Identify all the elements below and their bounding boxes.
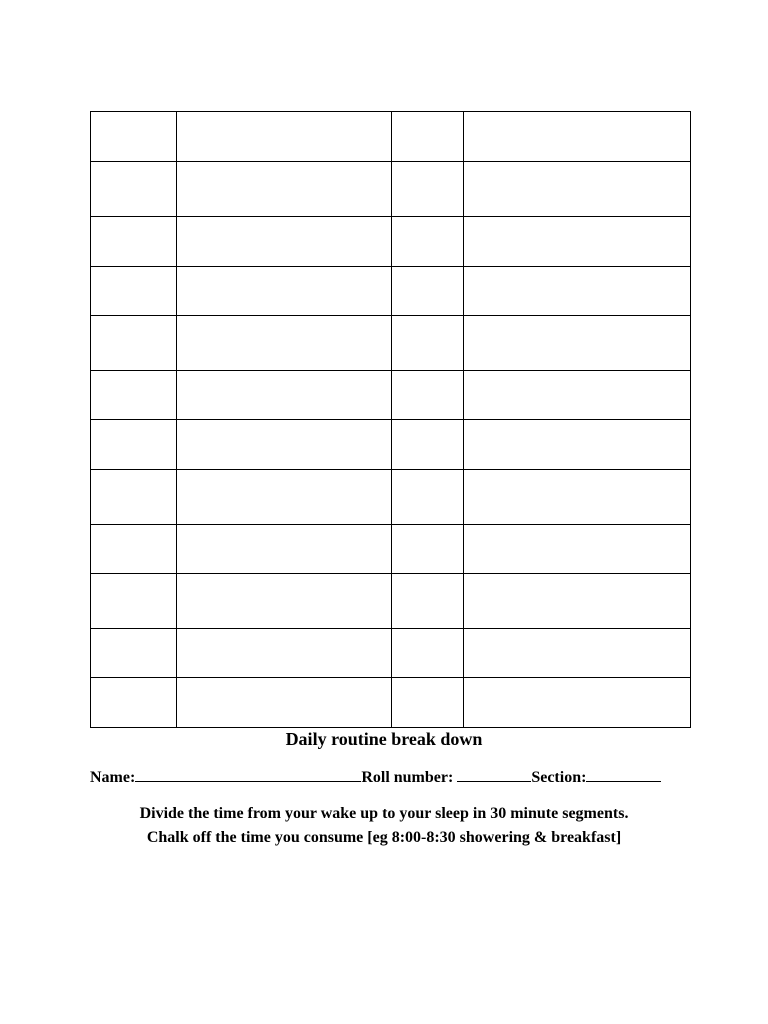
table-row — [91, 420, 691, 470]
table-cell[interactable] — [91, 162, 177, 217]
table-cell[interactable] — [392, 629, 464, 678]
table-caption: Daily routine break down — [285, 729, 483, 749]
table-cell[interactable] — [392, 112, 464, 162]
table-row — [91, 629, 691, 678]
table-cell[interactable] — [91, 371, 177, 420]
table-row — [91, 316, 691, 371]
instruction-line-1: Divide the time from your wake up to your sleep in 30 minute segments. — [139, 805, 629, 822]
table-cell[interactable] — [91, 525, 177, 574]
table-cell[interactable] — [392, 574, 464, 629]
table-cell[interactable] — [177, 217, 392, 267]
table-cell[interactable] — [91, 420, 177, 470]
table-cell[interactable] — [177, 316, 392, 371]
table-cell[interactable] — [91, 470, 177, 525]
table-cell[interactable] — [464, 629, 691, 678]
table-cell[interactable] — [464, 470, 691, 525]
table-cell[interactable] — [464, 316, 691, 371]
table-row — [91, 371, 691, 420]
table-cell[interactable] — [177, 267, 392, 316]
table-cell[interactable] — [392, 162, 464, 217]
table-cell[interactable] — [177, 371, 392, 420]
section-label: Section: — [531, 769, 587, 786]
table-row — [91, 267, 691, 316]
table-cell[interactable] — [177, 470, 392, 525]
table-cell[interactable] — [177, 629, 392, 678]
table-cell[interactable] — [91, 217, 177, 267]
table-cell[interactable] — [464, 420, 691, 470]
table-cell[interactable] — [91, 112, 177, 162]
routine-table-body — [91, 112, 691, 728]
table-cell[interactable] — [177, 525, 392, 574]
table-cell[interactable] — [392, 267, 464, 316]
table-row — [91, 470, 691, 525]
table-cell[interactable] — [392, 470, 464, 525]
table-cell[interactable] — [177, 678, 392, 728]
table-cell[interactable] — [177, 420, 392, 470]
table-cell[interactable] — [464, 267, 691, 316]
roll-number-blank-field[interactable] — [457, 767, 531, 782]
table-cell[interactable] — [464, 217, 691, 267]
table-row — [91, 217, 691, 267]
table-cell[interactable] — [464, 371, 691, 420]
table-cell[interactable] — [91, 678, 177, 728]
table-cell[interactable] — [91, 267, 177, 316]
table-cell[interactable] — [177, 112, 392, 162]
table-cell[interactable] — [177, 162, 392, 217]
table-cell[interactable] — [392, 316, 464, 371]
table-cell[interactable] — [464, 574, 691, 629]
table-cell[interactable] — [392, 525, 464, 574]
section-blank-field[interactable] — [586, 767, 661, 782]
table-row — [91, 525, 691, 574]
table-cell[interactable] — [392, 678, 464, 728]
roll-number-label: Roll number: — [361, 769, 458, 786]
table-cell[interactable] — [91, 574, 177, 629]
name-blank-field[interactable] — [135, 767, 361, 782]
table-cell[interactable] — [464, 678, 691, 728]
table-cell[interactable] — [91, 316, 177, 371]
table-cell[interactable] — [464, 162, 691, 217]
table-row — [91, 162, 691, 217]
table-row — [91, 112, 691, 162]
student-info-line — [90, 767, 661, 788]
routine-table — [90, 111, 691, 728]
table-cell[interactable] — [464, 112, 691, 162]
table-row — [91, 678, 691, 728]
table-cell[interactable] — [91, 629, 177, 678]
table-row — [91, 574, 691, 629]
table-cell[interactable] — [177, 574, 392, 629]
table-cell[interactable] — [392, 371, 464, 420]
name-label: Name: — [90, 769, 136, 786]
table-cell[interactable] — [392, 217, 464, 267]
table-cell[interactable] — [464, 525, 691, 574]
instruction-line-2: Chalk off the time you consume [eg 8:00-8:30 showering & breakfast] — [146, 829, 622, 846]
table-cell[interactable] — [392, 420, 464, 470]
